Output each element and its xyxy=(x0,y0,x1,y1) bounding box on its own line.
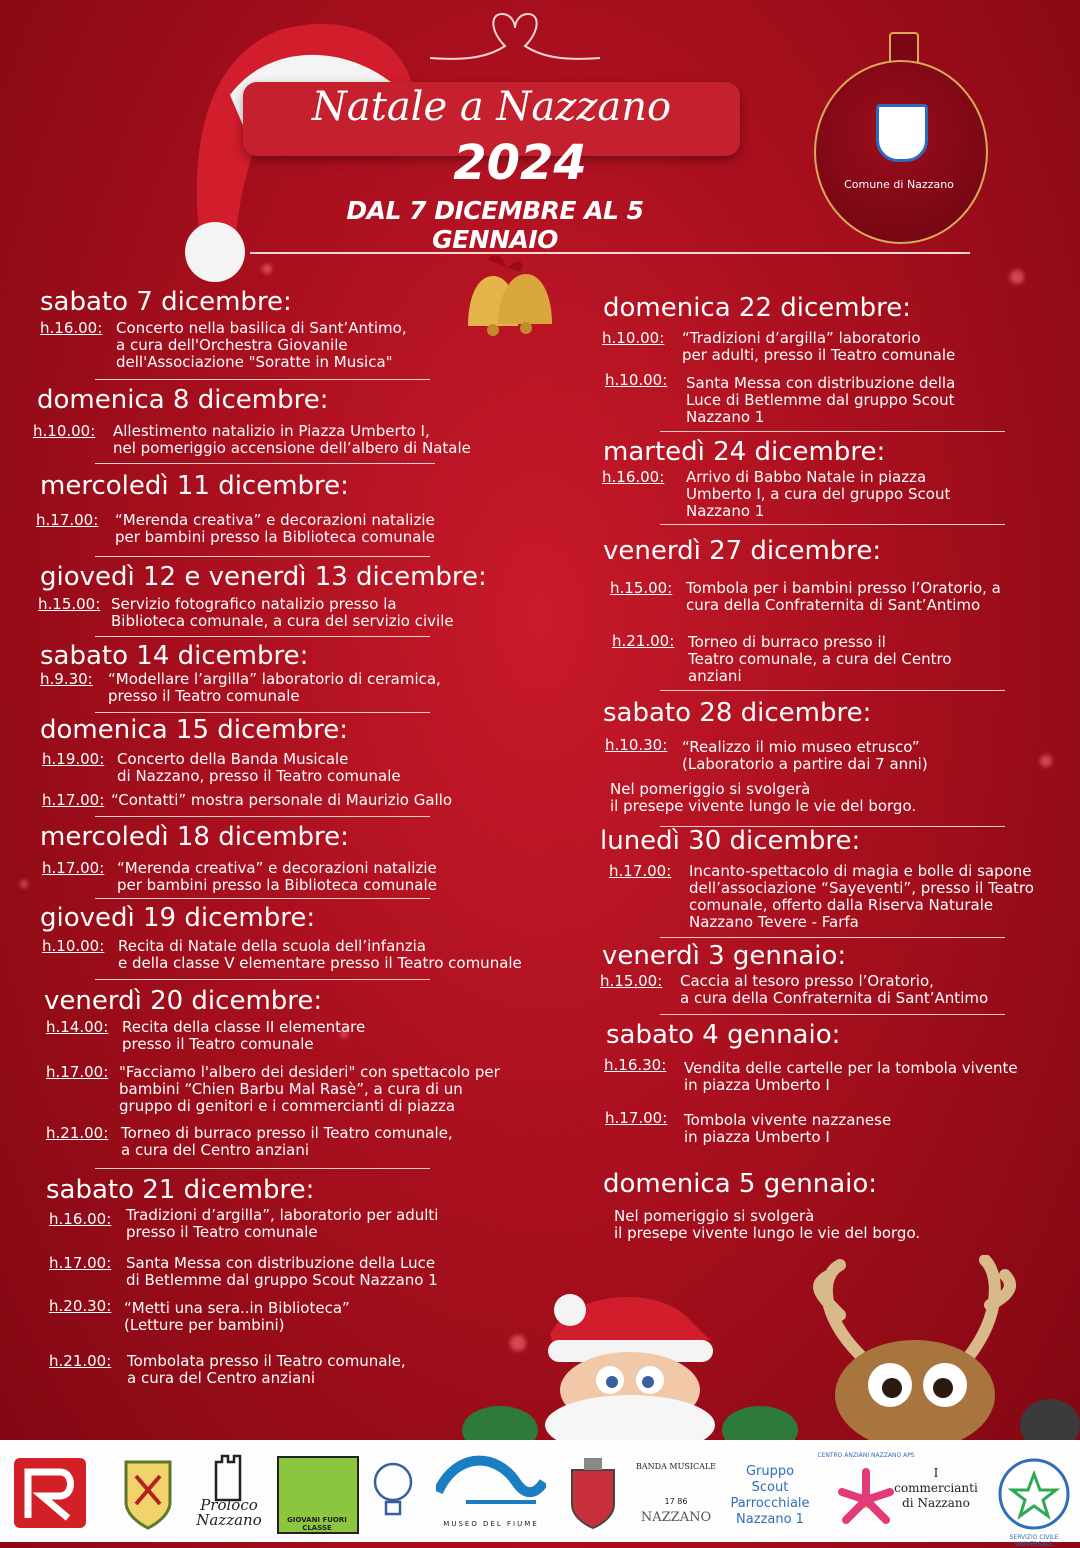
event-description: “Contatti” mostra personale di Maurizio Gallo xyxy=(111,791,453,809)
day-heading: lunedì 30 dicembre: xyxy=(600,826,861,856)
event-description: Tombola vivente nazzanese in piazza Umberto I xyxy=(684,1111,892,1146)
event-description: Santa Messa con distribuzione della Luce di Betlemme dal gruppo Scout Nazzano 1 xyxy=(686,374,956,426)
day-heading: sabato 28 dicembre: xyxy=(603,698,872,728)
divider xyxy=(95,1168,430,1169)
divider xyxy=(660,1014,1005,1015)
coat-of-arms-icon xyxy=(118,1452,178,1532)
event-time: h.10.30: xyxy=(605,736,668,754)
day-heading: sabato 7 dicembre: xyxy=(40,287,292,317)
event-time: h.16.00: xyxy=(40,319,103,337)
emblem-label: Comune di Nazzano xyxy=(844,178,954,191)
page-title: Natale a Nazzano xyxy=(311,84,672,130)
day-heading: domenica 5 gennaio: xyxy=(603,1169,878,1199)
reindeer-icon xyxy=(800,1255,1080,1445)
municipal-crest-icon xyxy=(566,1452,620,1532)
divider xyxy=(95,463,435,464)
proloco-label: Proloco Nazzano xyxy=(196,1496,262,1529)
event-description: “Modellare l’argilla” laboratorio di ceramica, presso il Teatro comunale xyxy=(108,670,441,705)
giovani-label: GIOVANI FUORI CLASSE xyxy=(287,1516,347,1532)
date-range: DAL 7 DICEMBRE AL 5 GENNAIO xyxy=(346,196,644,254)
event-time: h.14.00: xyxy=(46,1018,109,1036)
heart-icon xyxy=(430,6,600,66)
banda-years: 17 86 xyxy=(664,1497,688,1506)
divider xyxy=(250,252,970,254)
day-heading: domenica 15 dicembre: xyxy=(40,715,349,745)
event-year: 2024 xyxy=(453,135,587,191)
event-time: h.15.00: xyxy=(38,595,101,613)
event-time: h.16.00: xyxy=(602,468,665,486)
day-heading: giovedì 19 dicembre: xyxy=(40,903,316,933)
museo-fiume-icon xyxy=(436,1452,546,1508)
day-heading: venerdì 3 gennaio: xyxy=(602,941,847,971)
event-note: Nel pomeriggio si svolgerà il presepe vivente lungo le vie del borgo. xyxy=(610,780,917,815)
event-time: h.17.00: xyxy=(42,791,105,809)
commercianti-label: I commercianti di Nazzano xyxy=(894,1466,978,1510)
event-description: Recita di Natale della scuola dell’infanzia e della classe V elementare presso il Teatro comunale xyxy=(118,937,522,972)
day-heading: domenica 8 dicembre: xyxy=(37,385,329,415)
day-heading: mercoledì 18 dicembre: xyxy=(40,822,349,852)
sparkle-decoration xyxy=(1040,755,1052,767)
event-time: h.19.00: xyxy=(42,750,105,768)
event-time: h.15.00: xyxy=(600,972,663,990)
event-description: Santa Messa con distribuzione della Luce di Betlemme dal gruppo Scout Nazzano 1 xyxy=(126,1254,438,1289)
event-time: h.17.00: xyxy=(605,1109,668,1127)
banda-name: NAZZANO xyxy=(640,1510,712,1525)
sparkle-decoration xyxy=(1010,270,1024,284)
event-time: h.10.00: xyxy=(605,371,668,389)
event-description: Incanto-spettacolo di magia e bolle di sapone dell’associazione “Sayeventi”, presso il Teatro comunale, offerto dalla Riserva Naturale Nazzano Tevere - Farfa xyxy=(689,862,1034,931)
event-time: h.21.00: xyxy=(46,1124,109,1142)
event-description: "Facciamo l'albero dei desideri" con spettacolo per bambini “Chien Barbu Mal Rasè”, a cura di un gruppo di genitori e i commercianti di piazza xyxy=(119,1063,500,1115)
event-note: Nel pomeriggio si svolgerà il presepe vivente lungo le vie del borgo. xyxy=(614,1207,921,1242)
day-heading: mercoledì 11 dicembre: xyxy=(40,471,349,501)
servizio-label: SERVIZIO CIVILE UNIVERSALE xyxy=(1009,1534,1059,1548)
divider xyxy=(95,636,430,637)
event-description: Torneo di burraco presso il Teatro comunale, a cura del Centro anziani xyxy=(121,1124,453,1159)
lightbulb-icon xyxy=(372,1452,414,1532)
day-heading: sabato 14 dicembre: xyxy=(40,641,309,671)
event-description: Tradizioni d’argilla”, laboratorio per adulti presso il Teatro comunale xyxy=(126,1206,439,1241)
event-time: h.10.00: xyxy=(33,422,96,440)
day-heading: sabato 21 dicembre: xyxy=(46,1175,315,1205)
event-description: Allestimento natalizio in Piazza Umberto I, nel pomeriggio accensione dell’albero di Natale xyxy=(113,422,471,457)
bells-icon xyxy=(448,246,564,346)
event-time: h.17.00: xyxy=(36,511,99,529)
event-time: h.17.00: xyxy=(609,862,672,880)
event-description: “Metti una sera..in Biblioteca” (Letture per bambini) xyxy=(124,1299,350,1334)
event-description: Concerto nella basilica di Sant’Antimo, a cura dell'Orchestra Giovanile dell'Associazione "Soratte in Musica" xyxy=(116,319,407,371)
event-description: “Tradizioni d’argilla” laboratorio per adulti, presso il Teatro comunale xyxy=(682,329,956,364)
centro-label: CENTRO ANZIANI NAZZANO APS xyxy=(817,1452,915,1459)
regione-logo-icon xyxy=(12,1452,88,1532)
day-heading: giovedì 12 e venerdì 13 dicembre: xyxy=(40,562,487,592)
event-description: “Realizzo il mio museo etrusco” (Laboratorio a partire dai 7 anni) xyxy=(682,738,928,773)
event-description: “Merenda creativa” e decorazioni natalizie per bambini presso la Biblioteca comunale xyxy=(115,511,435,546)
event-time: h.21.00: xyxy=(49,1352,112,1370)
day-heading: sabato 4 gennaio: xyxy=(606,1020,841,1050)
event-time: h.17.00: xyxy=(42,859,105,877)
event-description: Tombolata presso il Teatro comunale, a cura del Centro anziani xyxy=(127,1352,406,1387)
divider xyxy=(95,712,430,713)
event-time: h.16.30: xyxy=(604,1056,667,1074)
divider xyxy=(660,690,1005,691)
museo-label: MUSEO DEL FIUME xyxy=(443,1520,539,1528)
day-heading: venerdì 20 dicembre: xyxy=(44,986,323,1016)
town-shield-icon xyxy=(876,104,928,162)
day-heading: domenica 22 dicembre: xyxy=(603,293,912,323)
sparkle-decoration xyxy=(20,880,28,888)
event-description: Caccia al tesoro presso l’Oratorio, a cura della Confraternita di Sant’Antimo xyxy=(680,972,989,1007)
event-time: h.15.00: xyxy=(610,579,673,597)
divider xyxy=(660,524,1005,525)
event-time: h.10.00: xyxy=(42,937,105,955)
banda-top-label: BANDA MUSICALE xyxy=(636,1462,717,1471)
event-description: Concerto della Banda Musicale di Nazzano, presso il Teatro comunale xyxy=(117,750,401,785)
event-description: Arrivo di Babbo Natale in piazza Umberto I, a cura del gruppo Scout Nazzano 1 xyxy=(686,468,951,520)
event-description: “Merenda creativa” e decorazioni natalizie per bambini presso la Biblioteca comunale xyxy=(117,859,437,894)
divider xyxy=(660,431,1005,432)
day-heading: martedì 24 dicembre: xyxy=(603,437,886,467)
event-time: h.20.30: xyxy=(49,1297,112,1315)
scout-label: Gruppo Scout Parrocchiale Nazzano 1 xyxy=(730,1464,810,1527)
event-time: h.17.00: xyxy=(49,1254,112,1272)
divider xyxy=(95,379,430,380)
day-heading: venerdì 27 dicembre: xyxy=(603,536,882,566)
event-description: Torneo di burraco presso il Teatro comunale, a cura del Centro anziani xyxy=(688,633,952,685)
event-time: h.9.30: xyxy=(40,670,93,688)
event-description: Vendita delle cartelle per la tombola vivente in piazza Umberto I xyxy=(684,1059,1018,1094)
event-description: Tombola per i bambini presso l’Oratorio, a cura della Confraternita di Sant’Antimo xyxy=(686,579,1001,614)
divider xyxy=(95,898,430,899)
servizio-civile-icon xyxy=(994,1452,1074,1532)
divider xyxy=(660,937,1005,938)
divider xyxy=(95,979,430,980)
event-time: h.10.00: xyxy=(602,329,665,347)
divider xyxy=(95,816,430,817)
event-time: h.21.00: xyxy=(612,632,675,650)
divider xyxy=(95,556,430,557)
proloco-castle-icon xyxy=(196,1452,262,1502)
event-description: Recita della classe II elementare presso il Teatro comunale xyxy=(122,1018,366,1053)
santa-claus-icon xyxy=(460,1280,820,1450)
event-time: h.17.00: xyxy=(46,1063,109,1081)
event-description: Servizio fotografico natalizio presso la Biblioteca comunale, a cura del servizio civile xyxy=(111,595,454,630)
event-time: h.16.00: xyxy=(49,1210,112,1228)
